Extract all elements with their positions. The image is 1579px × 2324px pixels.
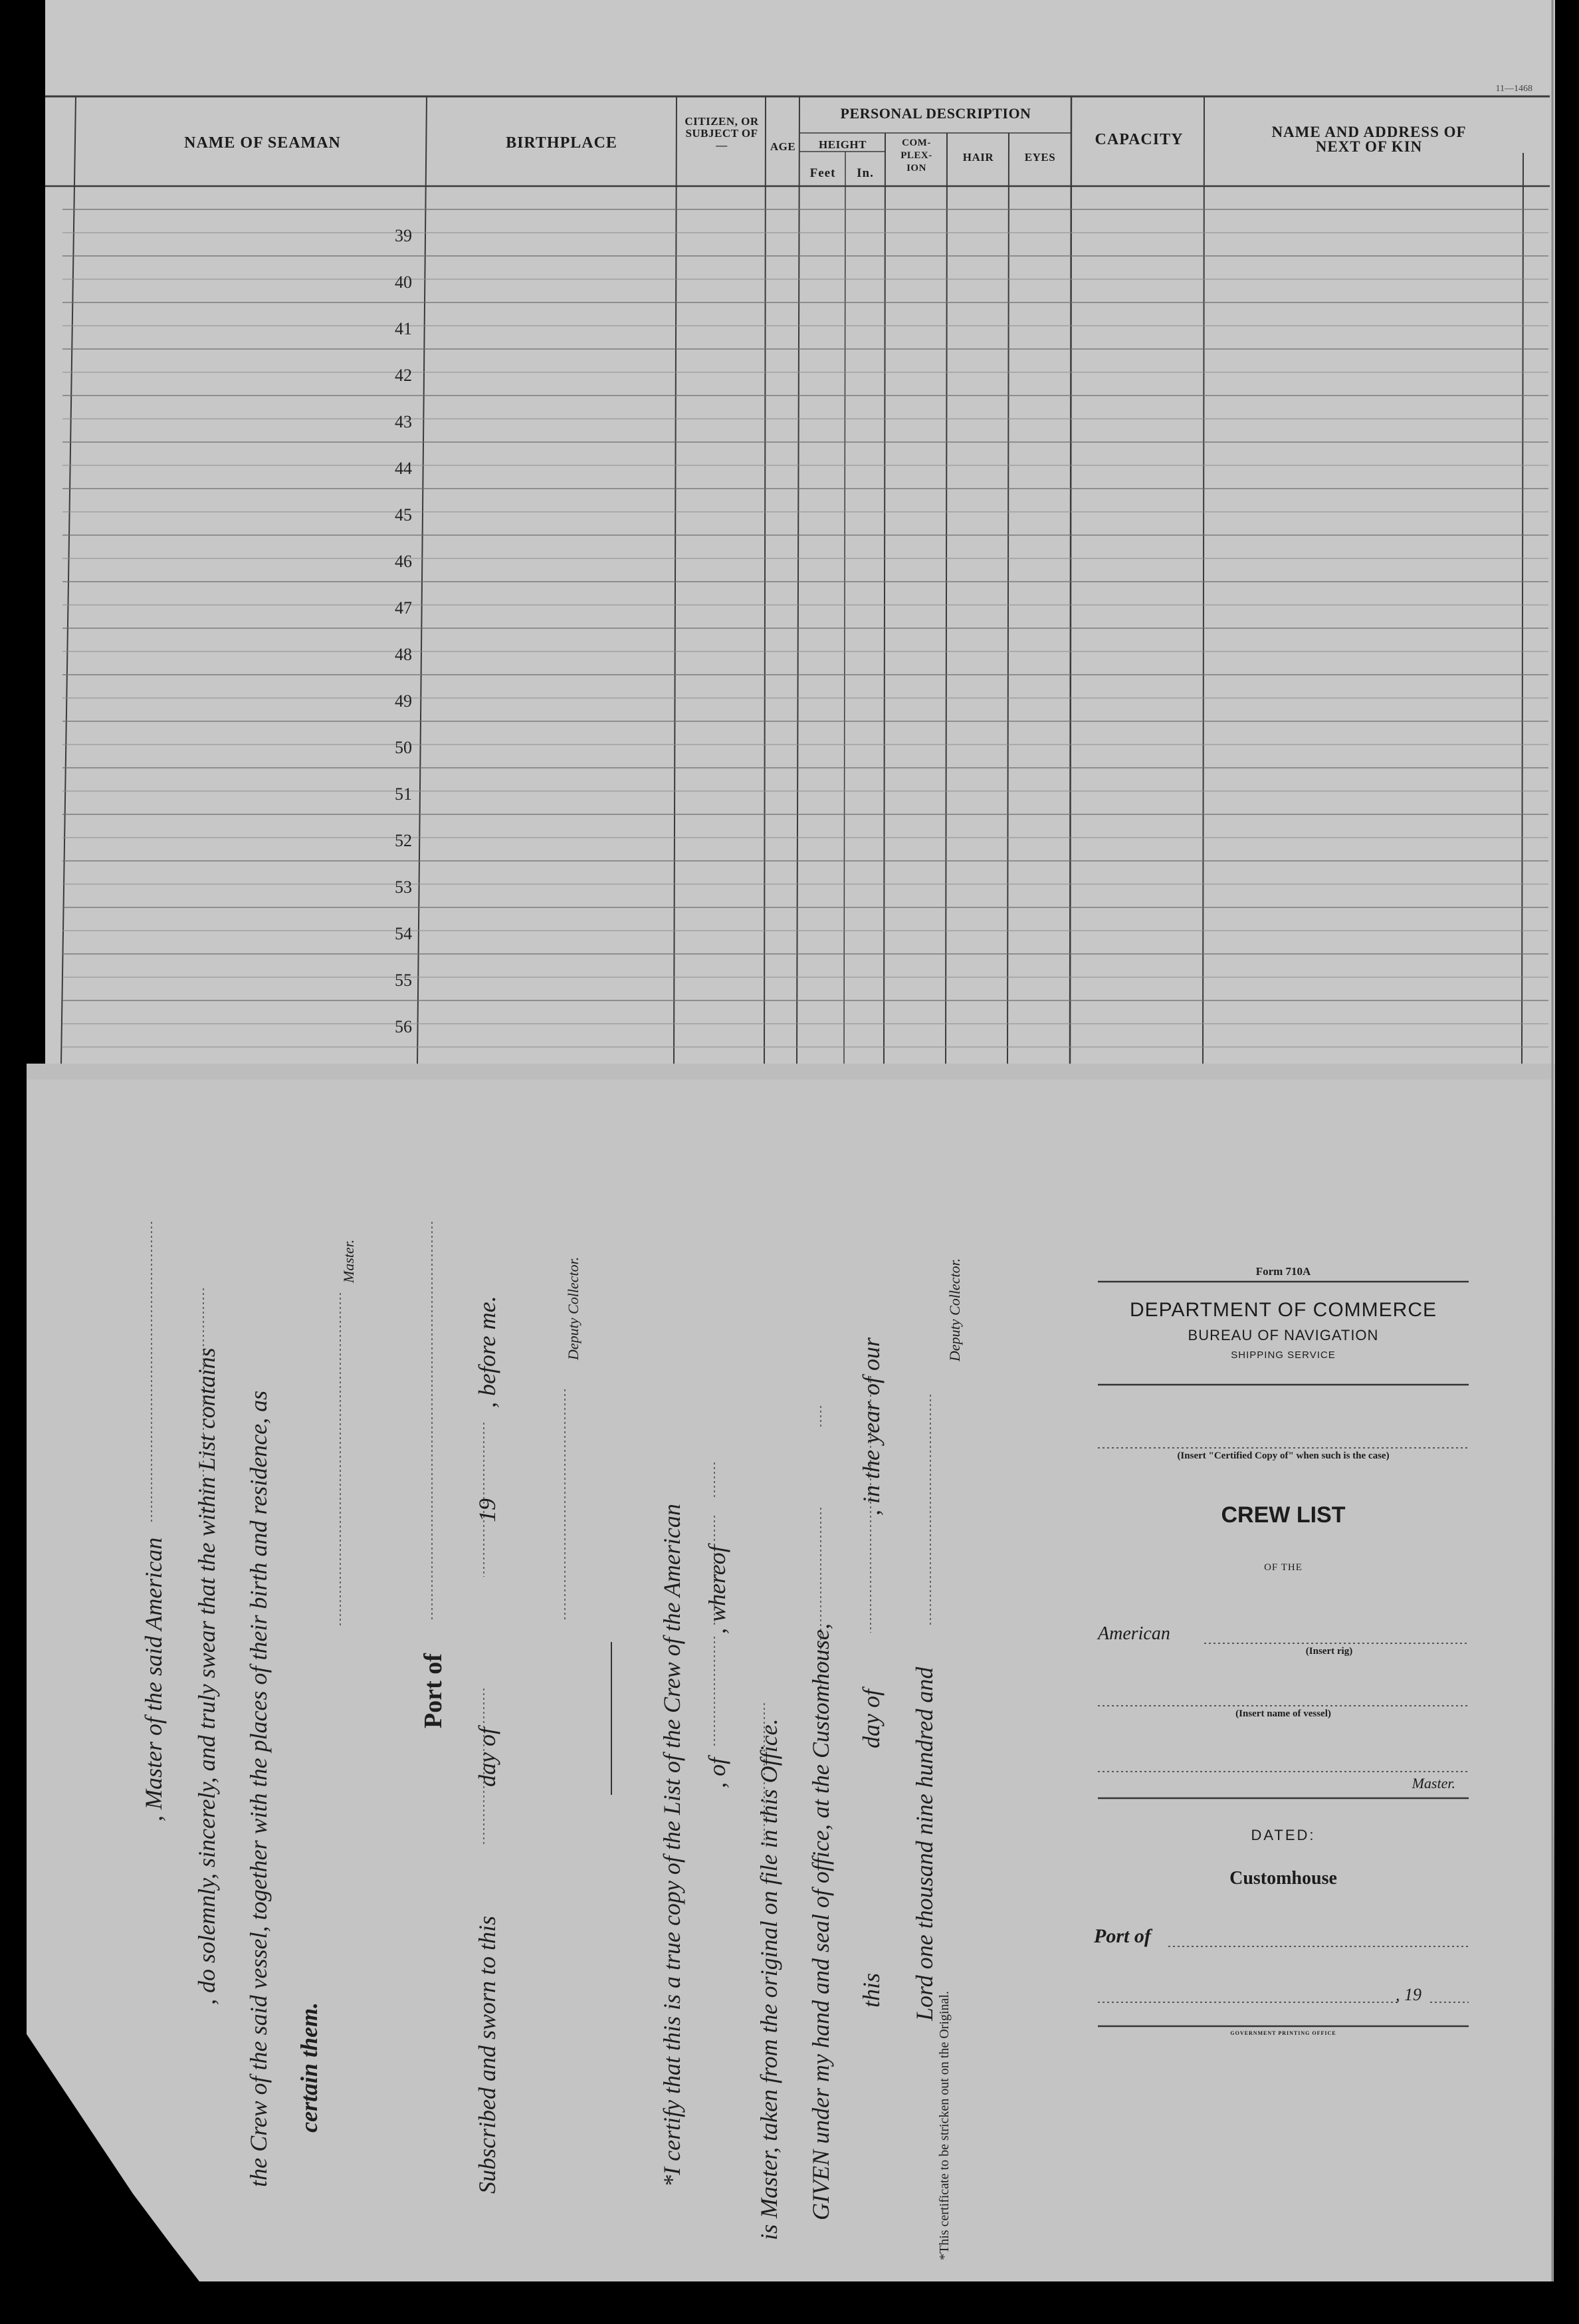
insert-rig-note: (Insert rig) bbox=[1305, 1646, 1353, 1657]
row-number: 53 bbox=[395, 877, 412, 897]
certificate-deputy-collector-label: Deputy Collector. bbox=[946, 1258, 963, 1361]
header-complexion: COM- PLEX- ION bbox=[900, 138, 932, 174]
insert-vessel-note: (Insert name of vessel) bbox=[1235, 1708, 1331, 1719]
port-of-cover-label: Port of bbox=[1094, 1925, 1151, 1947]
year-label: 19 bbox=[474, 1498, 500, 1522]
of-the-label: OF THE bbox=[1264, 1562, 1303, 1573]
subscribed-sworn-text: Subscribed and sworn to this bbox=[474, 1915, 500, 2194]
oath-line-3: the Crew of the said vessel, together with the places of their birth and residence, as bbox=[245, 1390, 272, 2187]
row-number: 49 bbox=[395, 691, 412, 711]
master-label: Master. bbox=[1412, 1775, 1455, 1792]
certificate-year-text: , in the year of our bbox=[858, 1337, 885, 1516]
insert-certified-note: (Insert "Certified Copy of" when such is the case) bbox=[1177, 1451, 1390, 1461]
certificate-whereof-label: , whereof bbox=[704, 1546, 730, 1634]
row-number: 54 bbox=[395, 924, 412, 943]
row-number: 52 bbox=[395, 831, 412, 850]
row-number: 50 bbox=[395, 738, 412, 757]
header-eyes: EYES bbox=[1024, 151, 1056, 164]
certificate-line-4: GIVEN under my hand and seal of office, at the Customhouse, bbox=[807, 1623, 834, 2220]
certificate-line-6: Lord one thousand nine hundred and bbox=[911, 1667, 938, 2021]
master-signature-label: Master. bbox=[340, 1239, 357, 1283]
dated-label: DATED: bbox=[1251, 1827, 1316, 1843]
header-hair: HAIR bbox=[962, 151, 994, 164]
header-citizen: CITIZEN, OR SUBJECT OF— bbox=[684, 115, 759, 152]
oath-line-2: , do solemnly, sincerely, and truly swear that the within List contains bbox=[193, 1347, 220, 2005]
bureau-title: BUREAU OF NAVIGATION bbox=[1188, 1327, 1379, 1343]
form-code-top: 11—1468 bbox=[1495, 84, 1532, 94]
header-height: HEIGHT bbox=[819, 138, 867, 151]
header-age: AGE bbox=[770, 140, 796, 153]
year-cover-label: , 19 bbox=[1396, 1985, 1421, 2004]
row-number: 48 bbox=[395, 645, 412, 664]
row-number: 42 bbox=[395, 366, 412, 385]
header-inches: In. bbox=[857, 166, 874, 180]
row-number: 46 bbox=[395, 552, 412, 571]
header-capacity: CAPACITY bbox=[1095, 131, 1184, 148]
certificate-line-1: *I certify that this is a true copy of the List of the Crew of the American bbox=[659, 1504, 685, 2187]
header-next-of-kin: NAME AND ADDRESS OF NEXT OF KIN bbox=[1271, 124, 1467, 155]
header-personal-description: PERSONAL DESCRIPTION bbox=[840, 105, 1031, 122]
row-number: 55 bbox=[395, 971, 412, 990]
row-number: 51 bbox=[395, 784, 412, 804]
certificate-of-label: , of bbox=[704, 1757, 730, 1788]
row-number: 47 bbox=[395, 598, 412, 618]
day-of-label: day of bbox=[474, 1728, 500, 1787]
row-number: 44 bbox=[395, 459, 412, 478]
printer-credit: GOVERNMENT PRINTING OFFICE bbox=[1230, 2030, 1336, 2036]
certificate-footnote: *This certificate to be stricken out on the Original. bbox=[937, 1991, 952, 2260]
row-number: 40 bbox=[395, 273, 412, 292]
header-name-of-seaman: NAME OF SEAMAN bbox=[184, 134, 341, 152]
row-number: 45 bbox=[395, 505, 412, 524]
row-number: 39 bbox=[395, 226, 412, 245]
service-title: SHIPPING SERVICE bbox=[1231, 1349, 1336, 1361]
oath-line-4: certain them. bbox=[296, 2002, 322, 2133]
oath-line-1: , Master of the said American bbox=[140, 1537, 167, 1821]
row-number: 56 bbox=[395, 1017, 412, 1036]
certificate-line-3: is Master, taken from the original on file in this Office. bbox=[756, 1718, 782, 2240]
header-feet: Feet bbox=[809, 166, 836, 180]
certificate-day-of-label: day of bbox=[858, 1689, 885, 1748]
header-birthplace: BIRTHPLACE bbox=[506, 134, 617, 152]
form-number: Form 710A bbox=[1255, 1265, 1311, 1278]
crew-list-title: CREW LIST bbox=[1221, 1502, 1346, 1528]
department-title: DEPARTMENT OF COMMERCE bbox=[1129, 1299, 1437, 1321]
row-number: 43 bbox=[395, 412, 412, 431]
deputy-collector-label: Deputy Collector. bbox=[565, 1256, 581, 1360]
before-me-text: , before me. bbox=[474, 1296, 500, 1408]
american-label: American bbox=[1098, 1623, 1170, 1644]
port-of-label: Port of bbox=[419, 1653, 447, 1728]
certificate-this-label: this bbox=[858, 1972, 885, 2008]
customhouse-label: Customhouse bbox=[1229, 1868, 1337, 1889]
row-number: 41 bbox=[395, 319, 412, 338]
